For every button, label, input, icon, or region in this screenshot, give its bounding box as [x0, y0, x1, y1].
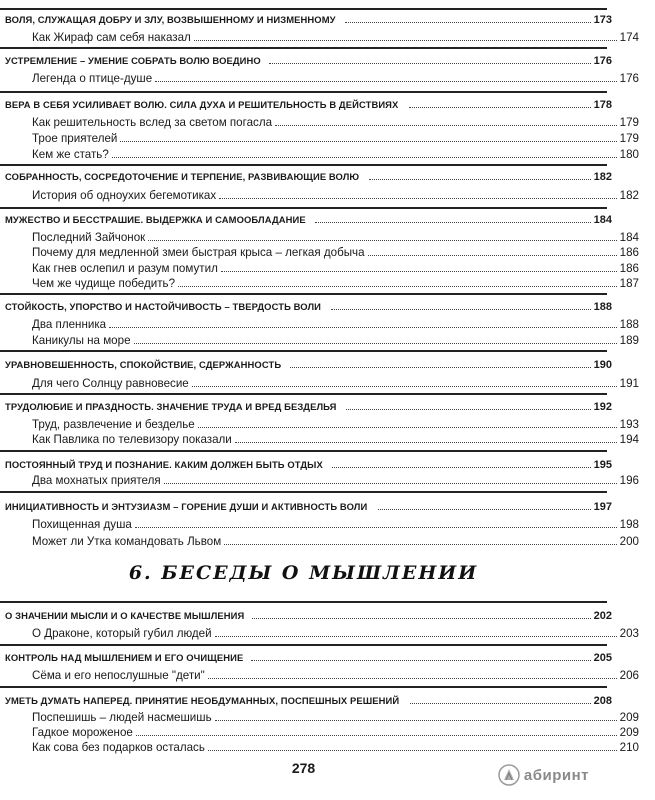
entry-title: Как Павлика по телевизору показали [32, 433, 232, 446]
section-page: 182 [593, 171, 612, 183]
entry-page: 191 [619, 377, 639, 390]
section-title: УМЕТЬ ДУМАТЬ НАПЕРЕД. ПРИНЯТИЕ НЕОБДУМАННЫХ, ПОСПЕШНЫХ РЕШЕНИЙ [5, 696, 400, 707]
toc-entry [0, 471, 655, 487]
toc-entry [0, 532, 655, 548]
section-page: 195 [593, 459, 612, 471]
entry-page: 187 [619, 277, 639, 290]
toc-entry [0, 666, 655, 682]
toc-entry [0, 186, 655, 202]
section-separator [0, 601, 607, 603]
entry-page: 186 [619, 246, 639, 259]
toc-section-heading [0, 606, 630, 622]
section-separator [0, 644, 607, 646]
entry-page: 203 [619, 627, 639, 640]
watermark-text: абиринт [523, 766, 589, 784]
toc-entry [0, 129, 655, 145]
section-title: О ЗНАЧЕНИИ МЫСЛИ И О КАЧЕСТВЕ МЫШЛЕНИЯ [5, 611, 245, 622]
toc-entry [0, 145, 655, 161]
entry-page: 194 [619, 433, 639, 446]
entry-title: Может ли Утка командовать Львом [32, 535, 222, 548]
entry-title: Легенда о птице-душе [32, 72, 153, 85]
section-separator [0, 350, 607, 352]
page-number: 278 [291, 760, 316, 776]
section-page: 178 [593, 99, 612, 111]
toc-section-heading [0, 691, 630, 707]
entry-title: Как решительность вслед за светом погасла [32, 116, 273, 129]
section-title: УСТРЕМЛЕНИЕ – УМЕНИЕ СОБРАТЬ ВОЛЮ ВОЕДИНО [5, 56, 261, 67]
toc-entry [0, 28, 655, 44]
toc-section-heading [0, 297, 630, 313]
watermark [498, 764, 589, 786]
entry-title: Каникулы на море [32, 334, 131, 347]
section-separator [0, 686, 607, 688]
entry-page: 209 [619, 726, 639, 739]
entry-title: Два мохнатых приятеля [32, 474, 161, 487]
section-page: 173 [593, 14, 612, 26]
entry-title: Как Жираф сам себя наказал [32, 31, 191, 44]
labirint-logo-icon [498, 764, 520, 786]
toc-section-heading [0, 455, 630, 471]
entry-page: 210 [619, 741, 639, 754]
section-page: 197 [593, 501, 612, 513]
entry-page: 180 [619, 148, 639, 161]
section-separator [0, 47, 607, 49]
section-title: СОБРАННОСТЬ, СОСРЕДОТОЧЕНИЕ И ТЕРПЕНИЕ, РАЗВИВАЮЩИЕ ВОЛЮ [5, 172, 360, 183]
entry-title: Кем же стать? [32, 148, 109, 161]
toc-entry [0, 430, 655, 446]
toc-section-heading [0, 648, 630, 664]
entry-page: 174 [619, 31, 639, 44]
toc-section-heading [0, 497, 630, 513]
toc-section-heading [0, 95, 630, 111]
entry-page: 196 [619, 474, 639, 487]
entry-page: 176 [619, 72, 639, 85]
section-title: СТОЙКОСТЬ, УПОРСТВО И НАСТОЙЧИВОСТЬ – ТВЕРДОСТЬ ВОЛИ [5, 302, 322, 313]
entry-title: Как сова без подарков осталась [32, 741, 205, 754]
section-title: МУЖЕСТВО И БЕССТРАШИЕ. ВЫДЕРЖКА И САМООБЛАДАНИЕ [5, 215, 306, 226]
entry-page: 209 [619, 711, 639, 724]
entry-title: Последний Зайчонок [32, 231, 146, 244]
entry-title: Почему для медленной змеи быстрая крыса – легкая добыча [32, 246, 365, 259]
toc-entry [0, 243, 655, 259]
toc-section-heading [0, 355, 630, 371]
toc-entry [0, 69, 655, 85]
entry-title: Как гнев ослепил и разум помутил [32, 262, 218, 275]
entry-page: 200 [619, 535, 639, 548]
toc-entry [0, 228, 655, 244]
toc-entry [0, 259, 655, 275]
section-separator [0, 393, 607, 395]
entry-title: История об одноухих бегемотиках [32, 189, 217, 202]
toc-section-heading [0, 167, 630, 183]
entry-title: Чем же чудище победить? [32, 277, 176, 290]
toc-section-heading [0, 10, 630, 26]
entry-title: Труд, развлечение и безделье [32, 418, 195, 431]
section-separator [0, 450, 607, 452]
toc-section-heading [0, 210, 630, 226]
chapter-title: 6. БЕСЕДЫ О МЫШЛЕНИИ [128, 562, 479, 584]
entry-title: Похищенная душа [32, 518, 132, 531]
toc-entry [0, 708, 655, 724]
entry-page: 189 [619, 334, 639, 347]
section-title: ВЕРА В СЕБЯ УСИЛИВАЕТ ВОЛЮ. СИЛА ДУХА И РЕШИТЕЛЬНОСТЬ В ДЕЙСТВИЯХ [5, 100, 399, 111]
toc-entry [0, 738, 655, 754]
entry-page: 188 [619, 318, 639, 331]
section-separator [0, 491, 607, 493]
toc-entry [0, 515, 655, 531]
toc-entry [0, 723, 655, 739]
toc-entry [0, 274, 655, 290]
entry-page: 206 [619, 669, 639, 682]
section-separator [0, 207, 607, 209]
section-title: УРАВНОВЕШЕННОСТЬ, СПОКОЙСТВИЕ, СДЕРЖАННОСТЬ [5, 360, 282, 371]
section-separator [0, 293, 607, 295]
section-title: ПОСТОЯННЫЙ ТРУД И ПОЗНАНИЕ. КАКИМ ДОЛЖЕН БЫТЬ ОТДЫХ [5, 460, 323, 471]
section-page: 184 [593, 214, 612, 226]
entry-page: 186 [619, 262, 639, 275]
entry-page: 193 [619, 418, 639, 431]
section-title: ВОЛЯ, СЛУЖАЩАЯ ДОБРУ И ЗЛУ, ВОЗВЫШЕННОМУ И НИЗМЕННОМУ [5, 15, 336, 26]
toc-section-heading [0, 51, 630, 67]
section-title: ТРУДОЛЮБИЕ И ПРАЗДНОСТЬ. ЗНАЧЕНИЕ ТРУДА И ВРЕД БЕЗДЕЛЬЯ [5, 402, 337, 413]
entry-page: 179 [619, 116, 639, 129]
toc-entry [0, 374, 655, 390]
section-page: 188 [593, 301, 612, 313]
section-title: КОНТРОЛЬ НАД МЫШЛЕНИЕМ И ЕГО ОЧИЩЕНИЕ [5, 653, 244, 664]
toc-entry [0, 113, 655, 129]
section-separator [0, 164, 607, 166]
entry-title: Гадкое мороженое [32, 726, 133, 739]
entry-title: Два пленника [32, 318, 107, 331]
entry-page: 182 [619, 189, 639, 202]
entry-title: Сёма и его непослушные "дети" [32, 669, 205, 682]
entry-title: О Драконе, который губил людей [32, 627, 212, 640]
section-page: 202 [593, 610, 612, 622]
entry-title: Для чего Солнцу равновесие [32, 377, 189, 390]
section-page: 205 [593, 652, 612, 664]
section-page: 208 [593, 695, 612, 707]
section-separator [0, 91, 607, 93]
toc-entry [0, 624, 655, 640]
entry-page: 198 [619, 518, 639, 531]
entry-title: Поспешишь – людей насмешишь [32, 711, 212, 724]
toc-section-heading [0, 397, 630, 413]
section-page: 190 [593, 359, 612, 371]
section-page: 192 [593, 401, 612, 413]
entry-page: 179 [619, 132, 639, 145]
toc-entry [0, 315, 655, 331]
toc-entry [0, 331, 655, 347]
section-title: ИНИЦИАТИВНОСТЬ И ЭНТУЗИАЗМ – ГОРЕНИЕ ДУШИ И АКТИВНОСТЬ ВОЛИ [5, 502, 368, 513]
entry-page: 184 [619, 231, 639, 244]
toc-entry [0, 415, 655, 431]
section-page: 176 [593, 55, 612, 67]
entry-title: Трое приятелей [32, 132, 118, 145]
